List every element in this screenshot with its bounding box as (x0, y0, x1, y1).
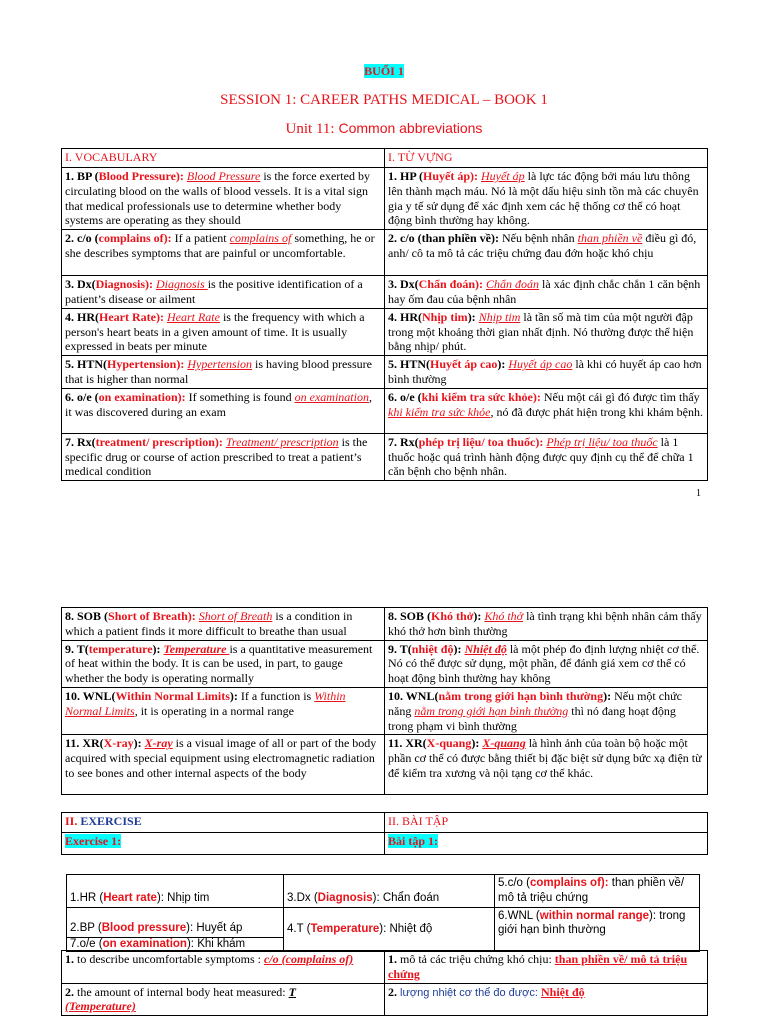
exercise-title-en: Exercise 1: (62, 833, 385, 855)
vocab-term-en: 1. BP (Blood Pressure): Blood Pressure is the force exerted by circulating blood on the walls of blood vessels. It is a vital sign that medical professionals use to determine whether body systems are operating as they should (62, 168, 385, 230)
word-bank-item: 4.T (Temperature): Nhiệt độ (284, 907, 495, 951)
question-row (62, 951, 708, 984)
unit-title (0, 120, 768, 138)
vocab-term-en: 10. WNL(Within Normal Limits): If a function is Within Normal Limits, it is operating in a normal range (62, 687, 385, 734)
vocab-row (62, 735, 708, 795)
question-row (62, 983, 708, 1016)
vocab-term-en: 2. c/o (complains of): If a patient complains of something, he or she describes symptoms that are painful or uncomfortable. (62, 230, 385, 276)
session-title: SESSION 1: CAREER PATHS MEDICAL – BOOK 1 (220, 92, 548, 108)
vocab-row (62, 276, 708, 309)
word-bank-item: 5.c/o (complains of): than phiền về/ mô tả triệu chứng (495, 875, 700, 908)
vocab-row (62, 308, 708, 355)
vocab-term-en: 7. Rx(treatment/ prescription): Treatment/ prescription is the specific drug or course of action prescribed to treat a patient’s medical condition (62, 433, 385, 480)
word-bank-item: 3.Dx (Diagnosis): Chẩn đoán (284, 875, 495, 908)
vocab-row (62, 388, 708, 433)
vocab-row (62, 168, 708, 230)
exercise-header-en: II. EXERCISE (62, 813, 385, 833)
exercise-questions-table (61, 950, 708, 1016)
vocab-term-en: 6. o/e (on examination): If something is found on examination, it was discovered during an exam (62, 388, 385, 433)
word-bank-table (66, 874, 700, 952)
vocab-term-vi: 11. XR(X-quang): X-quang là hình ảnh của toàn bộ hoặc một phần cơ thể có được bằng thiết bị đặc biệt sử dụng bức xạ điện từ để kiểm tra xương và nội tạng cơ thể khác. (385, 735, 708, 795)
vocab-term-en: 9. T(temperature): Temperature is a quantitative measurement of heat within the body. It is can be used, in part, to gauge whether the body is operating normally (62, 640, 385, 687)
vocab-term-vi: 9. T(nhiệt độ): Nhiệt độ là một phép đo định lượng nhiệt cơ thể. Nó có thể được sử dụng, một phần, để đánh giá xem cơ thể có hoạt động bình thường hay không (385, 640, 708, 687)
vocab-row (62, 433, 708, 480)
unit-name: Common abbreviations (334, 120, 483, 136)
vocab-term-vi: 7. Rx(phép trị liệu/ toa thuốc): Phép trị liệu/ toa thuốc là 1 thuốc hoặc quá trình hành động được quy định cụ thể để chữa 1 căn bệnh cho bệnh nhân. (385, 433, 708, 480)
vocab-term-vi: 6. o/e (khi kiểm tra sức khỏe): Nếu một cái gì đó được tìm thấy khi kiểm tra sức khỏe, nó đã được phát hiện trong khi khám bệnh. (385, 388, 708, 433)
word-bank-item: 7.o/e (on examination): Khi khám (67, 937, 284, 951)
vocab-row (62, 230, 708, 276)
question-en: 2. the amount of internal body heat measured: T (Temperature) (62, 983, 385, 1016)
vocab-row (62, 608, 708, 641)
vocab-term-en: 5. HTN(Hypertension): Hypertension is having blood pressure that is higher than normal (62, 356, 385, 389)
vocab-header-vi: I. TỪ VỰNG (385, 149, 708, 168)
vocab-row (62, 640, 708, 687)
vocab-term-en: 11. XR(X-ray): X-ray is a visual image of all or part of the body acquired with special equipment using electromagnetic radiation to see bones and other internal aspects of the body (62, 735, 385, 795)
vocab-term-en: 3. Dx(Diagnosis): Diagnosis is the positive identification of a patient’s disease or ailment (62, 276, 385, 309)
vocab-term-vi: 3. Dx(Chẩn đoán): Chẩn đoán là xác định chắc chắn 1 căn bệnh hay ốm đau của bệnh nhân (385, 276, 708, 309)
session-day (0, 64, 768, 79)
page-number: 1 (696, 488, 701, 499)
vocab-row (62, 687, 708, 734)
question-vi: 1. mô tả các triệu chứng khó chịu: than phiền về/ mô tả triệu chứng (385, 951, 708, 984)
vocab-header-en: I. VOCABULARY (62, 149, 385, 168)
word-bank-item: 2.BP (Blood pressure): Huyết áp (67, 907, 284, 937)
vocab-term-vi: 5. HTN(Huyết áp cao): Huyết áp cao là khi có huyết áp cao hơn bình thường (385, 356, 708, 389)
exercise-header-vi: II. BÀI TẬP (385, 813, 708, 833)
vocab-term-vi: 10. WNL(nằm trong giới hạn bình thường): Nếu một chức năng nằm trong giới hạn bình thường thì nó đang hoạt động trong phạm vi bình thường (385, 687, 708, 734)
vocab-term-en: 4. HR(Heart Rate): Heart Rate is the frequency with which a person's heart beats in a given amount of time. It is usually expressed in beats per minute (62, 308, 385, 355)
vocab-term-vi: 4. HR(Nhịp tim): Nhịp tim là tần số mà tim của một người đập trong một khoảng thời gian nhất định. Nó thường được thể hiện bằng nhịp/ phút. (385, 308, 708, 355)
vocab-term-vi: 2. c/o (than phiền về): Nếu bệnh nhân than phiền về điều gì đó, anh/ cô ta mô tả các triệu chứng đau đớn hoặc khó chịu (385, 230, 708, 276)
word-bank-item: 6.WNL (within normal range): trong giới hạn bình thường (495, 907, 700, 951)
vocabulary-table-continued (61, 607, 708, 795)
question-en: 1. to describe uncomfortable symptoms : c/o (complains of) (62, 951, 385, 984)
word-bank-item: 1.HR (Heart rate): Nhịp tim (67, 875, 284, 908)
question-vi: 2. lượng nhiệt cơ thể đo được: Nhiệt độ (385, 983, 708, 1016)
exercise-header-table (61, 812, 708, 855)
vocabulary-table (61, 148, 708, 481)
vocab-row (62, 356, 708, 389)
vocab-term-vi: 1. HP (Huyết áp): Huyết áp là lực tác động bởi máu lưu thông lên thành mạch máu. Nó là một dấu hiệu sinh tồn mà các chuyên gia y tế sử dụng để xác định xem các hệ thống cơ thể có hoạt động bình thường hay không. (385, 168, 708, 230)
exercise-title-vi: Bài tập 1: (385, 833, 708, 855)
unit-label: Unit 11: (285, 121, 335, 137)
vocab-term-vi: 8. SOB (Khó thở): Khó thở là tình trạng khi bệnh nhân cảm thấy khó thở hơn bình thường (385, 608, 708, 641)
vocab-term-en: 8. SOB (Short of Breath): Short of Breath is a condition in which a patient finds it more difficult to breathe than usual (62, 608, 385, 641)
day-label: BUỔI 1 (364, 64, 404, 78)
